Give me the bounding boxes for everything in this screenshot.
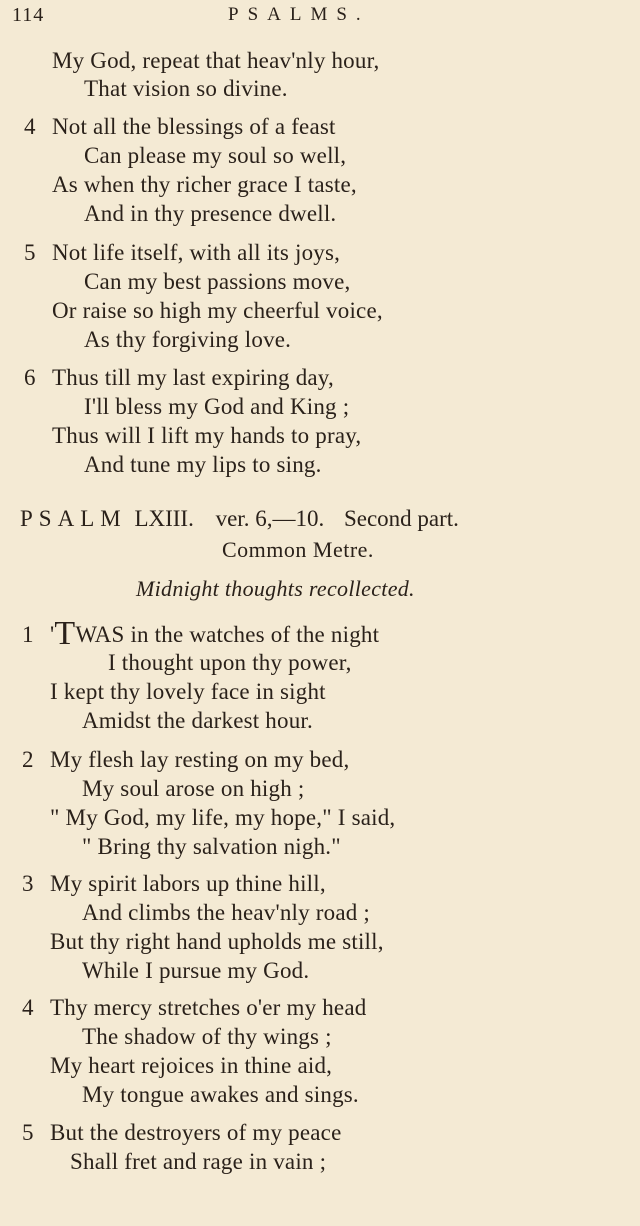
poem-line: My flesh lay resting on my bed,: [50, 747, 350, 772]
poem-line: The shadow of thy wings ;: [82, 1024, 332, 1049]
poem-line: But thy right hand upholds me still,: [50, 929, 384, 954]
poem-line: I'll bless my God and King ;: [84, 394, 350, 419]
poem-line: Not all the blessings of a feast: [52, 114, 336, 139]
verse-number: 4: [22, 995, 34, 1020]
running-title: PSALMS.: [228, 4, 370, 25]
psalm-subtitle: Midnight thoughts recollected.: [136, 576, 415, 601]
poem-line: My spirit labors up thine hill,: [50, 871, 326, 896]
poem-line: Not life itself, with all its joys,: [52, 240, 341, 265]
psalm-part: Second part.: [343, 506, 459, 531]
poem-line: As thy forgiving love.: [84, 327, 292, 352]
poem-line: Or raise so high my cheerful voice,: [52, 298, 383, 323]
psalm-verses: ver. 6,—10.: [215, 506, 325, 531]
verse-number: 4: [24, 114, 36, 139]
verse-number: 5: [24, 240, 36, 265]
verse-number: 2: [22, 747, 34, 772]
verse-number: 1: [22, 622, 34, 647]
poem-line: My heart rejoices in thine aid,: [50, 1053, 333, 1078]
poem-line: And climbs the heav'nly road ;: [82, 900, 370, 925]
poem-line: Can my best passions move,: [84, 269, 351, 294]
poem-line: Can please my soul so well,: [84, 143, 347, 168]
verse-number: 5: [22, 1120, 34, 1145]
psalm-number: LXIII.: [134, 506, 194, 531]
poem-line: [50, 615, 380, 652]
opening-quote: ': [50, 622, 55, 647]
poem-line: My God, repeat that heav'nly hour,: [52, 48, 380, 73]
poem-line: That vision so divine.: [84, 76, 288, 101]
poem-line: While I pursue my God.: [82, 958, 310, 983]
poem-line: Shall fret and rage in vain ;: [70, 1149, 327, 1174]
poem-line: Thy mercy stretches o'er my head: [50, 995, 367, 1020]
poem-line: " Bring thy salvation nigh.": [82, 834, 341, 859]
verse-number: 6: [24, 365, 36, 390]
poem-line: My tongue awakes and sings.: [82, 1082, 359, 1107]
poem-line: As when thy richer grace I taste,: [52, 172, 357, 197]
poem-line: And in thy presence dwell.: [84, 201, 337, 226]
poem-line: " My God, my life, my hope," I said,: [50, 805, 396, 830]
poem-line: But the destroyers of my peace: [50, 1120, 342, 1145]
poem-line: Thus will I lift my hands to pray,: [52, 423, 362, 448]
psalm-metre: Common Metre.: [222, 537, 374, 562]
poem-line: And tune my lips to sing.: [84, 452, 322, 477]
poem-line: Thus till my last expiring day,: [52, 365, 334, 390]
page-number: 114: [12, 4, 45, 26]
drop-cap: T: [54, 615, 76, 652]
psalm-title: PSALM: [20, 506, 127, 531]
poem-line: Amidst the darkest hour.: [82, 708, 313, 733]
psalm-heading: [20, 504, 459, 534]
poem-line: My soul arose on high ;: [82, 776, 305, 801]
poem-line: I thought upon thy power,: [108, 650, 352, 675]
poem-line: I kept thy lovely face in sight: [50, 679, 326, 704]
first-line-rest: WAS in the watches of the night: [75, 622, 380, 647]
verse-number: 3: [22, 871, 34, 896]
